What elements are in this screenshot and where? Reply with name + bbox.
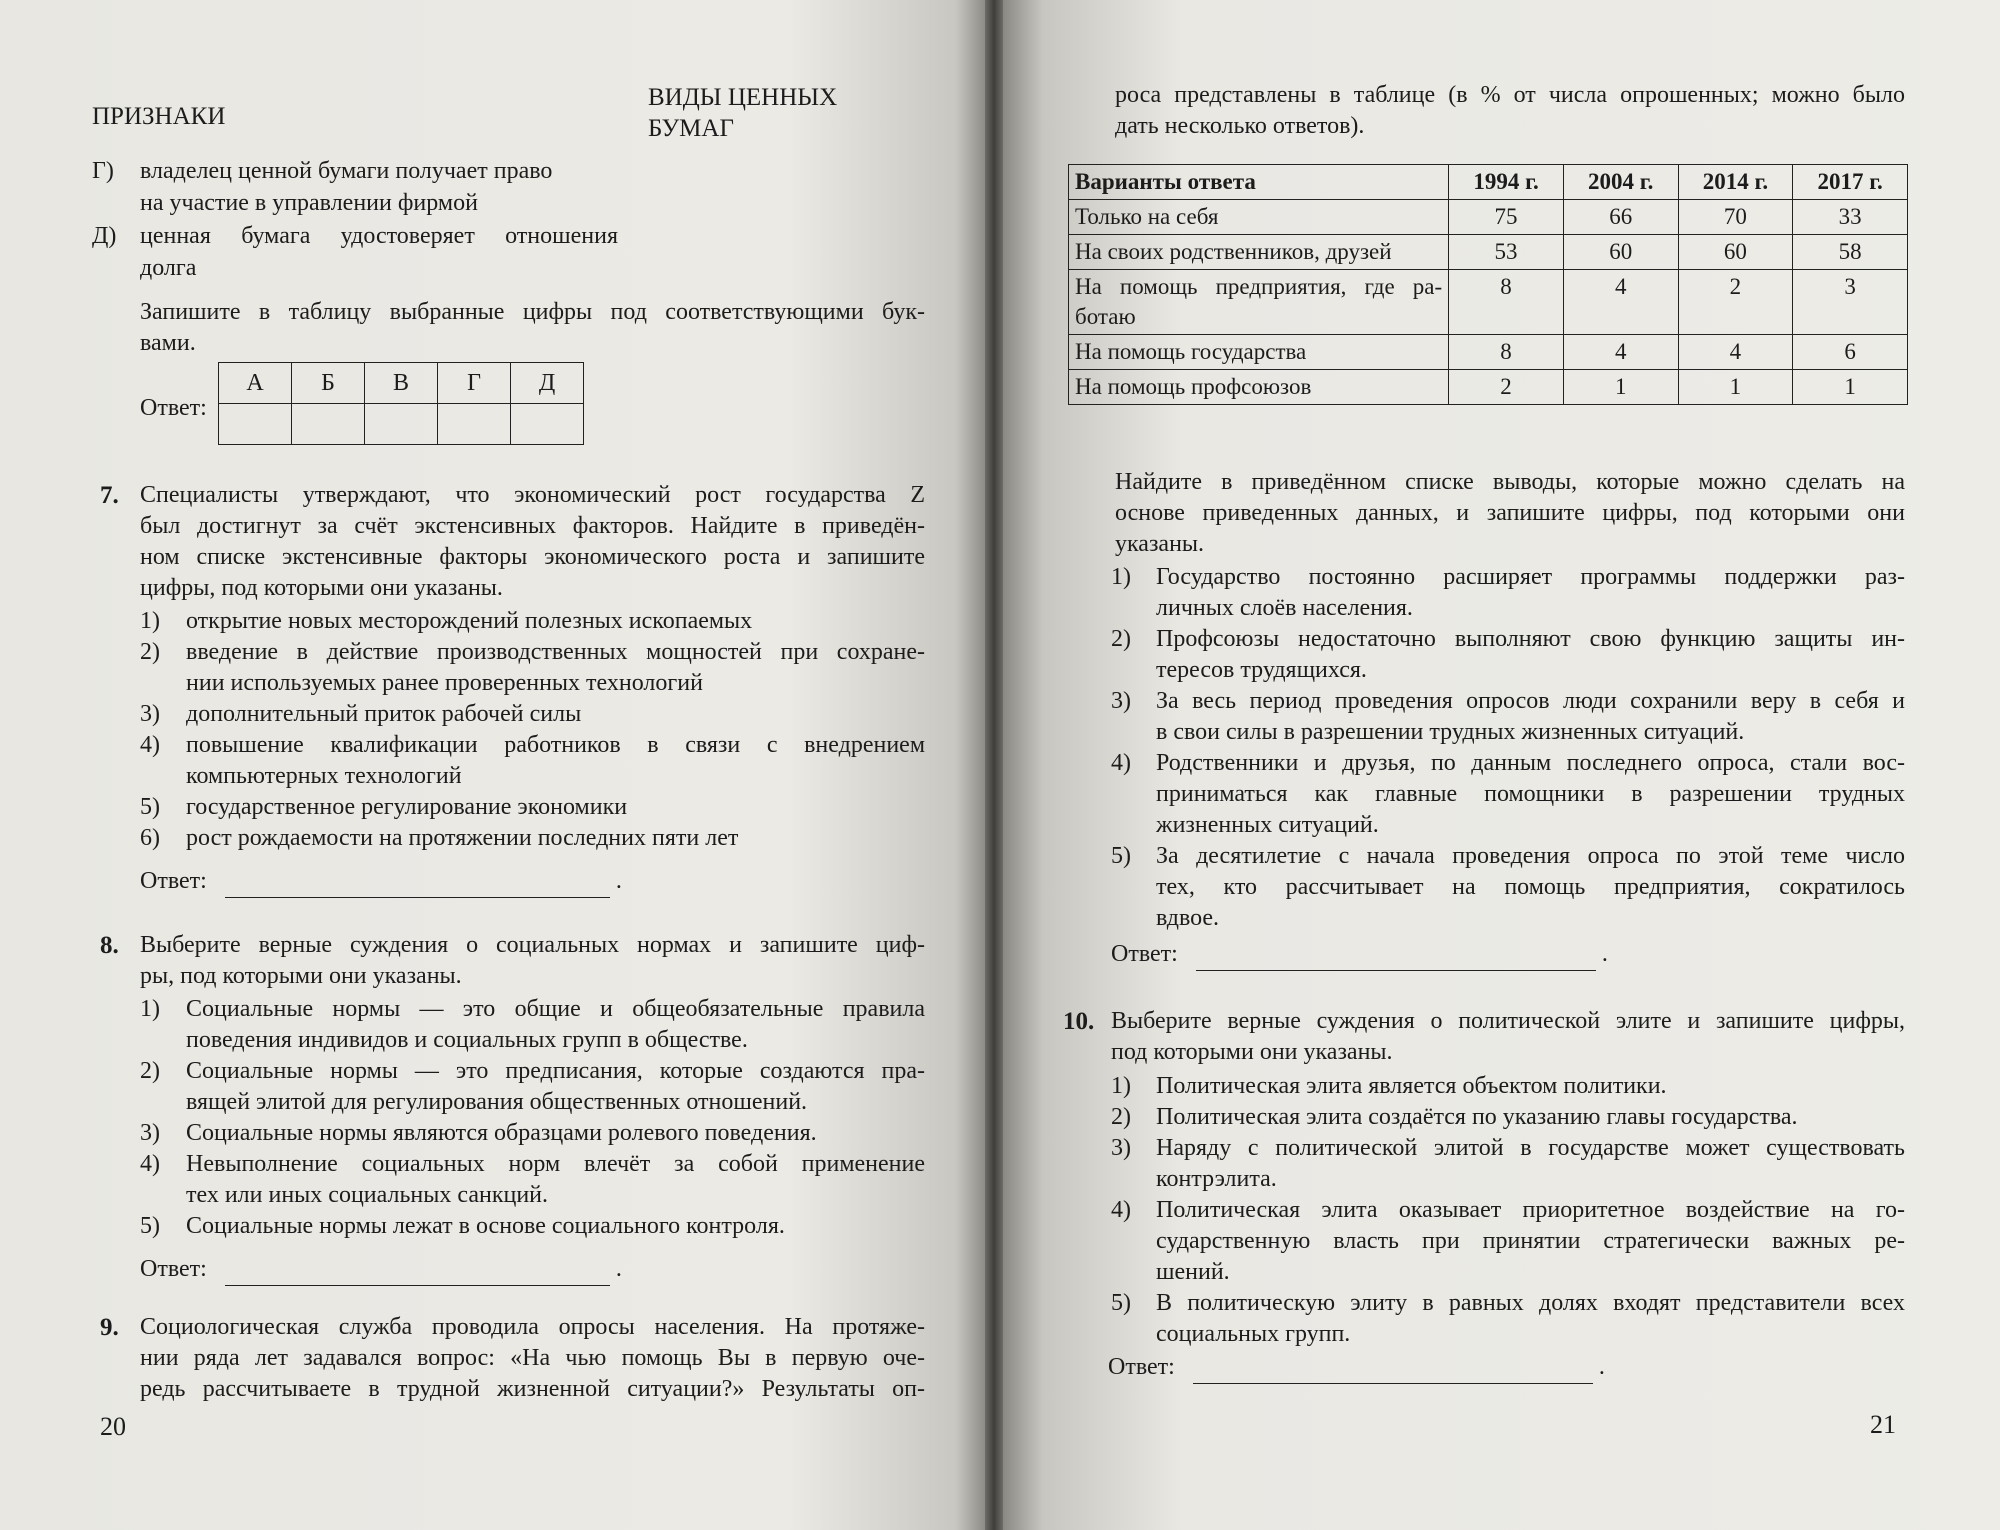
table-cell: 53 (1449, 235, 1564, 270)
right-page (1003, 0, 2000, 1530)
q10-option-number: 4) (1111, 1197, 1131, 1223)
grid-answer-cell[interactable] (365, 404, 438, 445)
grid-letter: Г (438, 363, 511, 404)
q7-number: 7. (100, 482, 119, 509)
q7-answer-input[interactable] (225, 866, 610, 898)
grid-answer-cell[interactable] (219, 404, 292, 445)
q8-text-line: Выберите верные суждения о социальных нормах и запишите циф- (140, 932, 925, 958)
q8-option-text: Социальные нормы являются образцами ролевого поведения. (186, 1120, 817, 1146)
q8-option-number: 3) (140, 1120, 160, 1146)
table-row-label: На помощь профсоюзов (1069, 370, 1449, 405)
q10-option-text: Политическая элита является объектом политики. (1156, 1073, 1667, 1099)
q8-answer: Ответ: . (140, 1254, 622, 1286)
item-g-line1: владелец ценной бумаги получает право (140, 158, 553, 184)
table-cell: 60 (1678, 235, 1793, 270)
q8-answer-input[interactable] (225, 1254, 610, 1286)
q10-number: 10. (1063, 1008, 1095, 1035)
survey-table (1068, 164, 1908, 405)
q9-option-text: За весь период проведения опросов люди сохранили веру в себя и (1156, 688, 1905, 714)
q8-option-number: 2) (140, 1058, 160, 1084)
page-number-left: 20 (100, 1412, 126, 1441)
table-row (1069, 235, 1908, 270)
item-d-line2: долга (140, 255, 197, 281)
q8-option-number: 5) (140, 1213, 160, 1239)
q10-option-number: 5) (1111, 1290, 1131, 1316)
q9-option-text: вдвое. (1156, 905, 1220, 931)
q10-answer-input[interactable] (1193, 1352, 1593, 1384)
table-row (1069, 200, 1908, 235)
q7-option-text: государственное регулирование экономики (186, 794, 628, 820)
q10-option-text: В политическую элиту в равных долях входят представители всех (1156, 1290, 1905, 1316)
q8-answer-label: Ответ: (140, 1256, 207, 1282)
q10-option-text: Политическая элита оказывает приоритетное воздействие на го- (1156, 1197, 1905, 1223)
q7-option-number: 3) (140, 701, 160, 727)
table-cell: 8 (1449, 335, 1564, 370)
item-g-line2: на участие в управлении фирмой (140, 190, 478, 216)
table-header-cell: 2017 г. (1793, 165, 1908, 200)
table-cell: 4 (1678, 335, 1793, 370)
q8-option-text: Социальные нормы — это предписания, которые создаются пра- (186, 1058, 925, 1084)
table-cell: 58 (1793, 235, 1908, 270)
q10-option-number: 2) (1111, 1104, 1131, 1130)
grid-letter: Д (511, 363, 584, 404)
q7-option-number: 5) (140, 794, 160, 820)
table-cell: 2 (1449, 370, 1564, 405)
table-row-label: На своих родственников, друзей (1069, 235, 1449, 270)
table-cell: 8 (1449, 270, 1564, 335)
q7-text-line: цифры, под которыми они указаны. (140, 575, 503, 601)
item-g-letter: Г) (92, 158, 114, 184)
table-cell: 66 (1563, 200, 1678, 235)
q10-option-text: контрэлита. (1156, 1166, 1277, 1192)
table-row-label (1069, 270, 1449, 335)
q9-option-text: Родственники и друзья, по данным последнего опроса, стали вос- (1156, 750, 1905, 776)
q10-option-text: шений. (1156, 1259, 1230, 1285)
left-page (0, 0, 985, 1530)
q9-option-text: личных слоёв населения. (1156, 595, 1413, 621)
table-instruction-line2: вами. (140, 330, 196, 356)
q7-text-line: Специалисты утверждают, что экономический рост государства Z (140, 482, 925, 508)
table-cell: 60 (1563, 235, 1678, 270)
table-row-label: На помощь государства (1069, 335, 1449, 370)
q10-text-line: Выберите верные суждения о политической элите и запишите цифры, (1111, 1008, 1905, 1034)
table-row (1069, 335, 1908, 370)
q7-option-number: 4) (140, 732, 160, 758)
q9-answer-label: Ответ: (1111, 941, 1178, 967)
table-row-label-line: На помощь предприятия, где ра- (1075, 274, 1443, 299)
table-cell: 4 (1563, 335, 1678, 370)
table-cell: 33 (1793, 200, 1908, 235)
q9-intro-line: роса представлены в таблице (в % от числа опрошенных; можно было (1115, 82, 1905, 108)
q7-answer: Ответ: . (140, 866, 622, 898)
grid-answer-cell[interactable] (292, 404, 365, 445)
q9-option-text: в свои силы в разрешении трудных жизненных ситуаций. (1156, 719, 1745, 745)
table-cell: 75 (1449, 200, 1564, 235)
q9-option-number: 2) (1111, 626, 1131, 652)
q10-option-text: сударственную власть при принятии стратегически важных ре- (1156, 1228, 1905, 1254)
table-cell: 70 (1678, 200, 1793, 235)
q10-text-line: под которыми они указаны. (1111, 1039, 1393, 1065)
item-d-line1: ценная бумага удостоверяет отношения (140, 223, 618, 249)
q7-answer-label: Ответ: (140, 868, 207, 894)
table-row-label-line: ботаю (1075, 304, 1136, 329)
q7-option-text: рост рождаемости на протяжении последних пяти лет (186, 825, 739, 851)
table-header-cell: 1994 г. (1449, 165, 1564, 200)
table-instruction-line1: Запишите в таблицу выбранные цифры под соответствующими бук- (140, 299, 925, 325)
find-instruction-line: указаны. (1115, 531, 1205, 557)
q9-text-line: Социологическая служба проводила опросы населения. На протяже- (140, 1314, 925, 1340)
q7-option-text: повышение квалификации работников в связи с внедрением (186, 732, 925, 758)
q9-option-text: За десятилетие с начала проведения опроса по этой теме число (1156, 843, 1905, 869)
table-cell: 2 (1678, 270, 1793, 335)
table-cell: 1 (1678, 370, 1793, 405)
q7-text-line: ном списке экстенсивные факторы экономического роста и запишите (140, 544, 925, 570)
find-instruction-line: основе приведенных данных, и запишите цифры, под которыми они (1115, 500, 1905, 526)
q10-option-text: Наряду с политической элитой в государстве может существовать (1156, 1135, 1905, 1161)
q9-option-number: 5) (1111, 843, 1131, 869)
grid-letter: А (219, 363, 292, 404)
q9-option-text: тех, кто рассчитывает на помощь предприятия, сократилось (1156, 874, 1905, 900)
q8-option-text: тех или иных социальных санкций. (186, 1182, 549, 1208)
table-header-cell: 2004 г. (1563, 165, 1678, 200)
table-header-row (1069, 165, 1908, 200)
q8-text-line: ры, под которыми они указаны. (140, 963, 462, 989)
item-d-letter: Д) (92, 223, 117, 249)
book-spine (985, 0, 1003, 1530)
q7-option-text: введение в действие производственных мощностей при сохране- (186, 639, 925, 665)
q7-option-number: 2) (140, 639, 160, 665)
q7-option-text: нии используемых ранее проверенных технологий (186, 670, 703, 696)
q9-option-text: Профсоюзы недостаточно выполняют свою функцию защиты ин- (1156, 626, 1905, 652)
table-row-label: Только на себя (1069, 200, 1449, 235)
q8-option-text: поведения индивидов и социальных групп в обществе. (186, 1027, 748, 1053)
q7-option-number: 6) (140, 825, 160, 851)
table-cell: 3 (1793, 270, 1908, 335)
q9-option-text: Государство постоянно расширяет программы поддержки раз- (1156, 564, 1905, 590)
find-instruction-line: Найдите в приведённом списке выводы, которые можно сделать на (1115, 469, 1905, 495)
grid-answer-cell[interactable] (438, 404, 511, 445)
answer-label-grid: Ответ: (140, 395, 207, 421)
q7-text-line: был достигнут за счёт экстенсивных факторов. Найдите в приведён- (140, 513, 925, 539)
q8-option-text: вящей элитой для регулирования общественных отношений. (186, 1089, 808, 1115)
q9-option-number: 1) (1111, 564, 1131, 590)
q9-intro-line: дать несколько ответов). (1115, 113, 1365, 139)
table-row (1069, 270, 1908, 335)
q9-option-text: тересов трудящихся. (1156, 657, 1367, 683)
table-cell: 1 (1563, 370, 1678, 405)
table-cell: 1 (1793, 370, 1908, 405)
answer-grid (218, 362, 584, 445)
q8-number: 8. (100, 932, 119, 959)
q8-option-number: 4) (140, 1151, 160, 1177)
q10-option-number: 3) (1111, 1135, 1131, 1161)
q7-option-text: компьютерных технологий (186, 763, 462, 789)
header-securities-2: БУМАГ (648, 115, 734, 142)
table-header-cell: Варианты ответа (1069, 165, 1449, 200)
q10-option-text: социальных групп. (1156, 1321, 1351, 1347)
q9-option-text: приниматься как главные помощники в разрешении трудных (1156, 781, 1905, 807)
q9-answer: Ответ: . (1111, 939, 1608, 971)
table-header-cell: 2014 г. (1678, 165, 1793, 200)
q10-option-text: Политическая элита создаётся по указанию главы государства. (1156, 1104, 1798, 1130)
table-cell: 4 (1563, 270, 1678, 335)
q9-option-number: 4) (1111, 750, 1131, 776)
q10-answer-label: Ответ: (1108, 1354, 1175, 1380)
grid-letter: В (365, 363, 438, 404)
q9-number: 9. (100, 1314, 119, 1341)
q9-text-line: нии ряда лет задавался вопрос: «На чью помощь Вы в первую оче- (140, 1345, 925, 1371)
q8-option-text: Социальные нормы — это общие и общеобязательные правила (186, 996, 925, 1022)
grid-answer-cell[interactable] (511, 404, 584, 445)
q8-option-number: 1) (140, 996, 160, 1022)
q7-option-number: 1) (140, 608, 160, 634)
q9-option-number: 3) (1111, 688, 1131, 714)
q8-option-text: Невыполнение социальных норм влечёт за собой применение (186, 1151, 925, 1177)
grid-letter: Б (292, 363, 365, 404)
table-row (1069, 370, 1908, 405)
page-number-right: 21 (1870, 1410, 1896, 1439)
q10-option-number: 1) (1111, 1073, 1131, 1099)
q10-answer: Ответ: . (1108, 1352, 1605, 1384)
table-cell: 6 (1793, 335, 1908, 370)
header-signs: ПРИЗНАКИ (92, 103, 226, 130)
q9-text-line: редь рассчитываете в трудной жизненной ситуации?» Результаты оп- (140, 1376, 925, 1402)
q9-answer-input[interactable] (1196, 939, 1596, 971)
q8-option-text: Социальные нормы лежат в основе социального контроля. (186, 1213, 785, 1239)
q7-option-text: дополнительный приток рабочей силы (186, 701, 582, 727)
q7-option-text: открытие новых месторождений полезных ископаемых (186, 608, 753, 634)
header-securities-1: ВИДЫ ЦЕННЫХ (648, 84, 838, 111)
q9-option-text: жизненных ситуаций. (1156, 812, 1379, 838)
